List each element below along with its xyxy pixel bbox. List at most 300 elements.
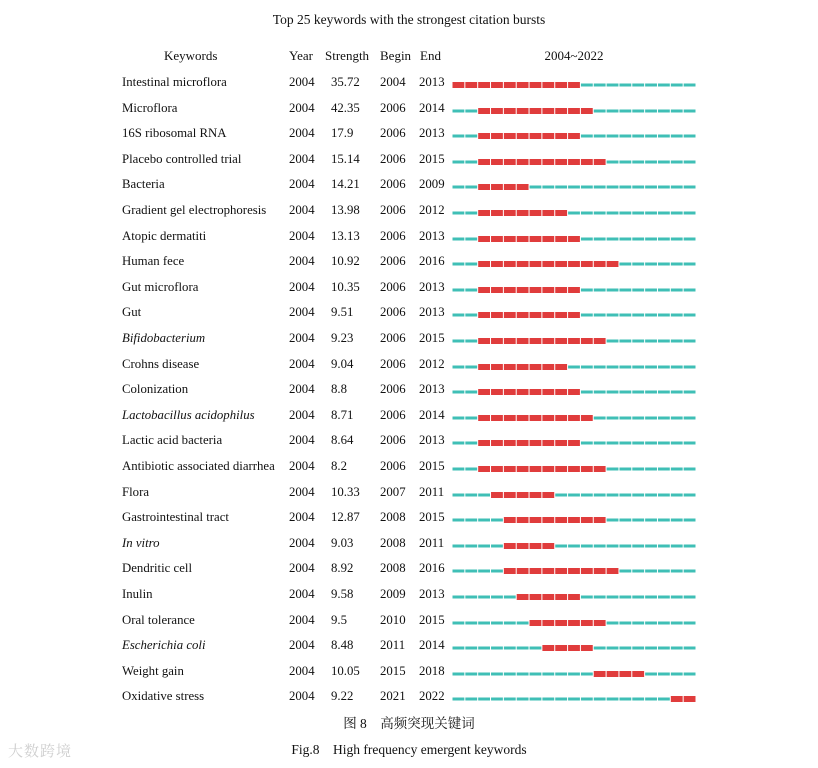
burst-segment: [530, 159, 542, 165]
year-cell: 2004: [289, 75, 315, 89]
timeline-segment: [619, 84, 631, 87]
timeline-segment: [684, 288, 696, 291]
keyword-cell: Human fece: [122, 254, 185, 269]
burst-segment: [555, 82, 567, 88]
begin-cell: 2006: [380, 177, 406, 192]
burst-segment: [607, 568, 619, 574]
burst-segment: [517, 287, 529, 293]
timeline-segment: [619, 237, 631, 240]
burst-timeline: [452, 226, 696, 248]
timeline-segment: [453, 621, 465, 624]
burst-segment: [504, 133, 516, 139]
timeline-segment: [465, 186, 477, 189]
timeline-segment: [658, 493, 670, 496]
burst-segment: [504, 440, 516, 446]
keyword-cell: Gastrointestinal tract: [122, 510, 229, 525]
strength-cell: 10.05: [331, 663, 360, 678]
burst-segment: [594, 261, 606, 267]
timeline-segment: [684, 672, 696, 675]
keyword-cell: Oral tolerance: [122, 612, 195, 627]
timeline-segment: [658, 84, 670, 87]
burst-segment: [504, 389, 516, 395]
burst-segment: [504, 312, 516, 318]
burst-segment: [555, 645, 567, 651]
timeline-segment: [658, 621, 670, 624]
timeline-segment: [607, 698, 619, 701]
keyword-cell: Oxidative stress: [122, 689, 205, 704]
timeline-segment: [465, 263, 477, 266]
timeline-segment: [478, 519, 490, 522]
timeline-segment: [453, 109, 465, 112]
timeline-segment: [607, 314, 619, 317]
burst-segment: [542, 620, 554, 626]
timeline-segment: [453, 135, 465, 138]
timeline-segment: [594, 288, 606, 291]
timeline-segment: [465, 365, 477, 368]
timeline-segment: [619, 135, 631, 138]
timeline-segment: [607, 186, 619, 189]
burst-segment: [542, 389, 554, 395]
timeline-segment: [504, 698, 516, 701]
begin-cell: 2009: [380, 587, 406, 601]
strength-cell: 8.48: [331, 638, 354, 653]
keyword-cell: Placebo controlled trial: [122, 151, 242, 166]
watermark-logo: 大数跨境: [8, 742, 73, 760]
timeline-segment: [555, 544, 567, 547]
burst-segment: [542, 261, 554, 267]
timeline-segment: [465, 570, 477, 573]
burst-segment: [530, 543, 542, 549]
timeline-segment: [671, 212, 683, 215]
timeline-segment: [658, 365, 670, 368]
end-cell: 2015: [419, 331, 445, 345]
timeline-segment: [671, 186, 683, 189]
burst-segment: [517, 440, 529, 446]
keyword-cell: Inulin: [122, 587, 153, 601]
burst-segment: [530, 312, 542, 318]
timeline-segment: [594, 493, 606, 496]
burst-segment: [568, 82, 580, 88]
timeline-segment: [594, 596, 606, 599]
timeline-segment: [619, 288, 631, 291]
timeline-segment: [632, 621, 644, 624]
timeline-segment: [684, 340, 696, 343]
burst-timeline: [452, 98, 696, 120]
timeline-segment: [632, 519, 644, 522]
burst-segment: [517, 261, 529, 267]
timeline-segment: [465, 468, 477, 471]
burst-timeline: [452, 302, 696, 324]
timeline-segment: [594, 365, 606, 368]
burst-segment: [491, 364, 503, 370]
timeline-segment: [465, 596, 477, 599]
timeline-segment: [671, 416, 683, 419]
burst-segment: [581, 620, 593, 626]
burst-timeline: [452, 584, 696, 606]
timeline-segment: [504, 596, 516, 599]
burst-segment: [555, 594, 567, 600]
timeline-segment: [684, 544, 696, 547]
timeline-segment: [530, 698, 542, 701]
burst-segment: [517, 543, 529, 549]
timeline-segment: [671, 596, 683, 599]
timeline-segment: [581, 365, 593, 368]
burst-segment: [581, 261, 593, 267]
timeline-segment: [632, 647, 644, 650]
burst-segment: [594, 620, 606, 626]
table-row: [0, 482, 818, 504]
strength-cell: 8.2: [331, 459, 347, 473]
burst-segment: [478, 261, 490, 267]
timeline-segment: [658, 288, 670, 291]
timeline-segment: [568, 544, 580, 547]
timeline-segment: [658, 186, 670, 189]
burst-segment: [568, 338, 580, 344]
timeline-segment: [491, 596, 503, 599]
begin-cell: 2006: [380, 331, 406, 345]
year-cell: 2004: [289, 126, 315, 141]
table-row: [0, 354, 818, 376]
timeline-segment: [671, 135, 683, 138]
timeline-segment: [453, 186, 465, 189]
burst-segment: [568, 133, 580, 139]
burst-segment: [542, 594, 554, 600]
year-cell: 2004: [289, 535, 315, 550]
end-cell: 2015: [419, 612, 445, 627]
strength-cell: 8.64: [331, 433, 354, 448]
burst-segment: [568, 645, 580, 651]
burst-segment: [491, 466, 503, 472]
timeline-segment: [645, 519, 657, 522]
burst-segment: [491, 108, 503, 114]
burst-timeline: [452, 507, 696, 529]
burst-segment: [530, 133, 542, 139]
year-cell: 2004: [289, 382, 315, 397]
burst-segment: [555, 389, 567, 395]
timeline-segment: [671, 365, 683, 368]
timeline-segment: [632, 365, 644, 368]
timeline-segment: [658, 647, 670, 650]
timeline-segment: [671, 237, 683, 240]
keyword-cell: Weight gain: [122, 663, 184, 678]
burst-timeline: [452, 533, 696, 555]
timeline-segment: [453, 314, 465, 317]
burst-segment: [542, 82, 554, 88]
burst-segment: [607, 261, 619, 267]
timeline-segment: [632, 570, 644, 573]
timeline-segment: [568, 212, 580, 215]
timeline-segment: [645, 263, 657, 266]
timeline-segment: [517, 698, 529, 701]
timeline-segment: [671, 519, 683, 522]
end-cell: 2022: [419, 689, 445, 704]
timeline-segment: [632, 442, 644, 445]
burst-segment: [478, 159, 490, 165]
timeline-segment: [658, 212, 670, 215]
strength-cell: 9.03: [331, 535, 354, 550]
burst-timeline: [452, 405, 696, 427]
timeline-segment: [619, 160, 631, 163]
timeline-segment: [684, 468, 696, 471]
burst-timeline: [452, 456, 696, 478]
table-row: [0, 430, 818, 452]
burst-segment: [530, 620, 542, 626]
timeline-segment: [658, 263, 670, 266]
timeline-segment: [491, 647, 503, 650]
timeline-segment: [684, 160, 696, 163]
timeline-segment: [465, 621, 477, 624]
burst-segment: [568, 466, 580, 472]
timeline-segment: [465, 135, 477, 138]
burst-timeline: [452, 72, 696, 94]
timeline-segment: [658, 314, 670, 317]
burst-segment: [504, 184, 516, 190]
burst-segment: [491, 236, 503, 242]
end-cell: 2013: [419, 228, 445, 243]
timeline-segment: [465, 519, 477, 522]
timeline-segment: [453, 263, 465, 266]
burst-segment: [517, 338, 529, 344]
timeline-segment: [645, 442, 657, 445]
timeline-segment: [671, 340, 683, 343]
burst-segment: [568, 287, 580, 293]
timeline-segment: [504, 647, 516, 650]
end-cell: 2013: [419, 587, 445, 601]
burst-timeline: [452, 379, 696, 401]
timeline-segment: [632, 186, 644, 189]
burst-segment: [542, 236, 554, 242]
table-row: [0, 200, 818, 222]
begin-cell: 2006: [380, 203, 406, 217]
begin-cell: 2007: [380, 484, 406, 499]
burst-segment: [517, 236, 529, 242]
burst-segment: [555, 159, 567, 165]
burst-segment: [491, 159, 503, 165]
burst-segment: [478, 184, 490, 190]
burst-timeline: [452, 558, 696, 580]
timeline-segment: [465, 340, 477, 343]
timeline-segment: [645, 365, 657, 368]
timeline-segment: [645, 698, 657, 701]
burst-segment: [542, 159, 554, 165]
burst-segment: [542, 210, 554, 216]
timeline-segment: [684, 519, 696, 522]
timeline-segment: [658, 391, 670, 394]
table-row: [0, 379, 818, 401]
burst-segment: [542, 312, 554, 318]
timeline-segment: [632, 237, 644, 240]
end-cell: 2015: [419, 459, 445, 473]
timeline-segment: [684, 570, 696, 573]
timeline-segment: [465, 212, 477, 215]
year-cell: 2004: [289, 484, 315, 499]
timeline-segment: [491, 698, 503, 701]
timeline-segment: [607, 237, 619, 240]
end-cell: 2013: [419, 433, 445, 448]
year-cell: 2004: [289, 228, 315, 243]
timeline-segment: [632, 340, 644, 343]
burst-segment: [478, 108, 490, 114]
burst-segment: [530, 287, 542, 293]
strength-cell: 9.51: [331, 305, 354, 320]
burst-segment: [478, 210, 490, 216]
begin-cell: 2010: [380, 612, 406, 627]
burst-segment: [594, 466, 606, 472]
timeline-segment: [607, 468, 619, 471]
table-row: [0, 635, 818, 657]
year-cell: 2004: [289, 356, 315, 371]
keyword-cell: Gut: [122, 305, 142, 320]
begin-cell: 2006: [380, 356, 406, 371]
burst-segment: [594, 517, 606, 523]
begin-cell: 2006: [380, 279, 406, 294]
burst-segment: [542, 440, 554, 446]
burst-segment: [581, 466, 593, 472]
burst-segment: [542, 338, 554, 344]
burst-segment: [530, 415, 542, 421]
timeline-segment: [594, 314, 606, 317]
timeline-segment: [453, 212, 465, 215]
timeline-segment: [530, 647, 542, 650]
timeline-segment: [465, 416, 477, 419]
begin-cell: 2008: [380, 510, 406, 525]
timeline-segment: [619, 365, 631, 368]
timeline-segment: [465, 391, 477, 394]
year-cell: 2004: [289, 331, 315, 345]
burst-segment: [671, 696, 683, 702]
begin-cell: 2006: [380, 459, 406, 473]
keyword-cell: Bacteria: [122, 177, 165, 192]
strength-cell: 10.35: [331, 279, 360, 294]
table-row: [0, 507, 818, 529]
timeline-segment: [594, 186, 606, 189]
timeline-segment: [671, 570, 683, 573]
keyword-cell: In vitro: [122, 535, 160, 550]
table-row: [0, 558, 818, 580]
timeline-segment: [581, 135, 593, 138]
burst-segment: [530, 440, 542, 446]
caption-chinese: 图 8 高频突现关键词: [343, 716, 475, 731]
keyword-cell: Lactobacillus acidophilus: [122, 407, 255, 422]
caption-english: Fig.8 High frequency emergent keywords: [291, 742, 527, 757]
timeline-segment: [504, 672, 516, 675]
timeline-segment: [607, 647, 619, 650]
timeline-segment: [684, 84, 696, 87]
burst-segment: [555, 210, 567, 216]
begin-cell: 2021: [380, 689, 406, 704]
timeline-segment: [517, 621, 529, 624]
burst-segment: [530, 338, 542, 344]
timeline-segment: [453, 698, 465, 701]
timeline-segment: [453, 442, 465, 445]
timeline-segment: [465, 493, 477, 496]
timeline-segment: [607, 544, 619, 547]
timeline-segment: [478, 596, 490, 599]
header-year: Year: [289, 48, 313, 63]
timeline-segment: [453, 596, 465, 599]
timeline-segment: [671, 442, 683, 445]
begin-cell: 2008: [380, 561, 406, 576]
year-cell: 2004: [289, 587, 315, 601]
timeline-segment: [453, 288, 465, 291]
burst-segment: [555, 287, 567, 293]
timeline-segment: [619, 621, 631, 624]
timeline-segment: [581, 314, 593, 317]
burst-segment: [517, 210, 529, 216]
burst-segment: [684, 696, 696, 702]
burst-segment: [465, 82, 477, 88]
strength-cell: 8.71: [331, 407, 354, 422]
timeline-segment: [453, 544, 465, 547]
burst-segment: [478, 338, 490, 344]
timeline-segment: [645, 237, 657, 240]
burst-segment: [491, 312, 503, 318]
burst-segment: [504, 159, 516, 165]
burst-segment: [491, 287, 503, 293]
timeline-segment: [645, 493, 657, 496]
timeline-segment: [658, 698, 670, 701]
timeline-segment: [645, 288, 657, 291]
keyword-cell: Microflora: [122, 100, 178, 115]
timeline-segment: [594, 442, 606, 445]
begin-cell: 2006: [380, 100, 406, 115]
timeline-segment: [619, 544, 631, 547]
burst-segment: [491, 133, 503, 139]
end-cell: 2013: [419, 279, 445, 294]
end-cell: 2014: [419, 407, 445, 422]
strength-cell: 10.92: [331, 254, 360, 269]
timeline-segment: [684, 493, 696, 496]
end-cell: 2014: [419, 638, 445, 653]
burst-timeline: [452, 277, 696, 299]
burst-segment: [530, 364, 542, 370]
burst-segment: [504, 492, 516, 498]
year-cell: 2004: [289, 612, 315, 627]
timeline-segment: [671, 288, 683, 291]
burst-segment: [478, 236, 490, 242]
burst-timeline: [452, 354, 696, 376]
strength-cell: 13.98: [331, 203, 360, 217]
timeline-segment: [684, 212, 696, 215]
timeline-segment: [465, 314, 477, 317]
timeline-segment: [581, 186, 593, 189]
table-row: [0, 251, 818, 273]
timeline-segment: [607, 288, 619, 291]
burst-segment: [530, 466, 542, 472]
timeline-segment: [619, 493, 631, 496]
timeline-segment: [607, 519, 619, 522]
burst-segment: [478, 364, 490, 370]
timeline-segment: [632, 698, 644, 701]
timeline-segment: [530, 672, 542, 675]
strength-cell: 42.35: [331, 100, 360, 115]
timeline-segment: [478, 570, 490, 573]
begin-cell: 2006: [380, 228, 406, 243]
end-cell: 2009: [419, 177, 445, 192]
burst-segment: [517, 364, 529, 370]
header-strength: Strength: [325, 48, 370, 63]
burst-timeline: [452, 123, 696, 145]
burst-segment: [517, 568, 529, 574]
burst-segment: [568, 108, 580, 114]
timeline-segment: [453, 519, 465, 522]
timeline-segment: [581, 672, 593, 675]
timeline-segment: [645, 84, 657, 87]
burst-segment: [632, 671, 644, 677]
burst-segment: [555, 108, 567, 114]
strength-cell: 15.14: [331, 151, 360, 166]
burst-segment: [542, 133, 554, 139]
